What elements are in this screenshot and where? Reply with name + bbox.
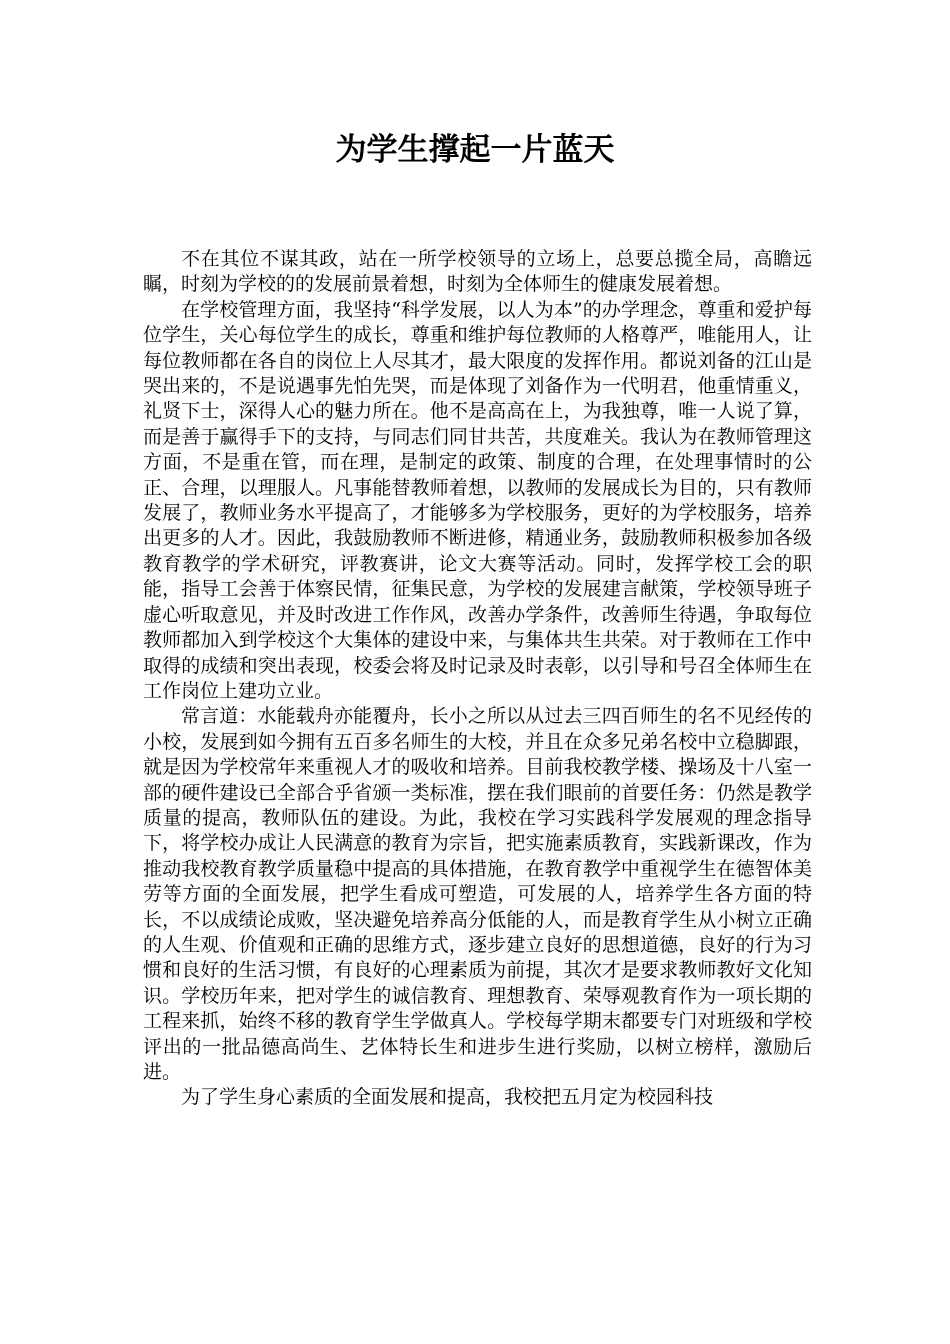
paragraph: 不在其位不谋其政，站在一所学校领导的立场上，总要总揽全局，高瞻远瞩，时刻为学校的的发展前景着想，时刻为全体师生的健康发展着想。: [143, 248, 812, 296]
paragraph: 为了学生身心素质的全面发展和提高，我校把五月定为校园科技: [181, 1086, 714, 1109]
paragraph: 在学校管理方面，我坚持“科学发展，以人为本”的办学理念，尊重和爱护每位学生，关心每位学生的成长，尊重和维护每位教师的人格尊严，唯能用人，让每位教师都在各自的岗位上人尽其才，最大限度的发挥作用。都说刘备的江山是哭出来的，不是说遇事先怕先哭，而是体现了刘备作为一代明君，他重情重义，礼贤下士，深得人心的魅力所在。他不是高高在上，为我独尊，唯一人说了算，而是善于赢得手下的支持，与同志们同甘共苦，共度难关。我认为在教师管理这方面，不是重在管，而在理，是制定的政策、制度的合理，在处理事情时的公正、合理，以理服人。凡事能替教师着想，以教师的发展成长为目的，只有教师发展了，教师业务水平提高了，才能够多为学校服务，更好的为学校服务，培养出更多的人才。因此，我鼓励教师不断进修，精通业务，鼓励教师积极参加各级教育教学的学术研究，评教赛讲，论文大赛等活动。同时，发挥学校工会的职能，指导工会善于体察民情，征集民意，为学校的发展建言献策，学校领导班子虚心听取意见，并及时改进工作作风，改善办学条件，改善师生待遇，争取每位教师都加入到学校这个大集体的建设中来，与集体共生共荣。对于教师在工作中取得的成绩和突出表现，校委会将及时记录及时表彰，以引导和号召全体师生在工作岗位上建功立业。: [143, 298, 812, 702]
document-body: [143, 247, 812, 1111]
document-title: 为学生撑起一片蓝天: [335, 132, 615, 168]
paragraph: 常言道：水能载舟亦能覆舟，长小之所以从过去三四百师生的名不见经传的小校，发展到如今拥有五百多名师生的大校，并且在众多兄弟名校中立稳脚跟，就是因为学校常年来重视人才的吸收和培养。目前我校教学楼、操场及十八室一部的硬件建设已全部合乎省颁一类标准，摆在我们眼前的首要任务：仍然是教学质量的提高，教师队伍的建设。为此，我校在学习实践科学发展观的理念指导下，将学校办成让人民满意的教育为宗旨，把实施素质教育，实践新课改，作为推动我校教育教学质量稳中提高的具体措施，在教育教学中重视学生在德智体美劳等方面的全面发展，把学生看成可塑造，可发展的人，培养学生各方面的特长，不以成绩论成败，坚决避免培养高分低能的人，而是教育学生从小树立正确的人生观、价值观和正确的思维方式，逐步建立良好的思想道德，良好的行为习惯和良好的生活习惯，有良好的心理素质为前提，其次才是要求教师教好文化知识。学校历年来，把对学生的诚信教育、理想教育、荣辱观教育作为一项长期的工程来抓，始终不移的教育学生学做真人。学校每学期末都要专门对班级和学校评出的一批品德高尚生、艺体特长生和进步生进行奖励，以树立榜样，激励后进。: [143, 705, 812, 1083]
